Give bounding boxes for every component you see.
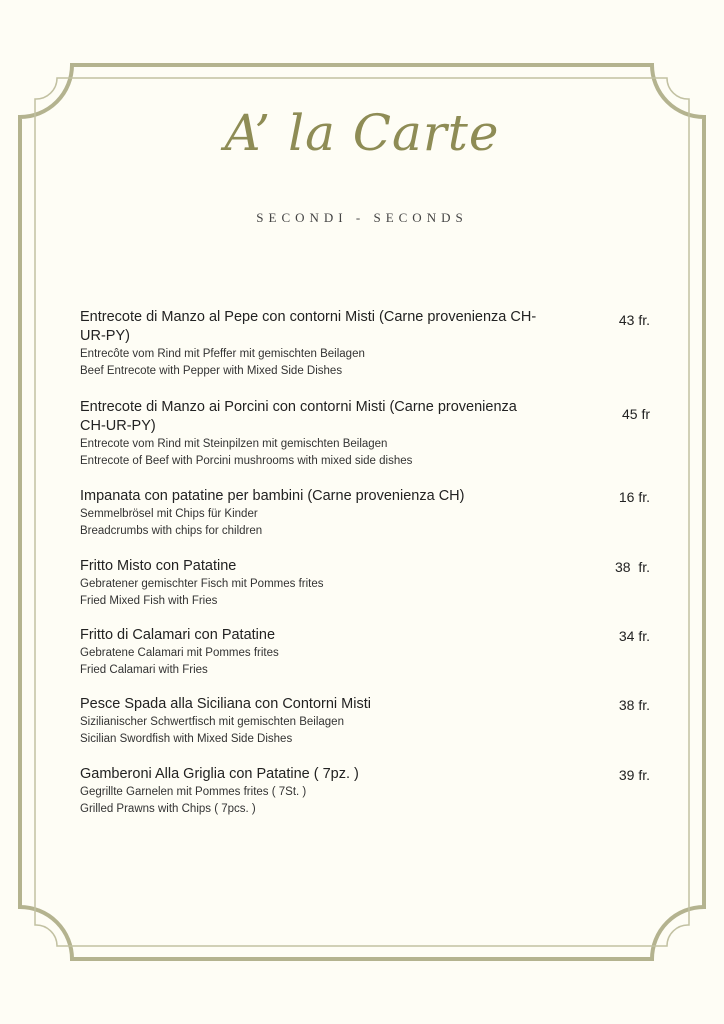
item-desc-de: Gegrillte Garnelen mit Pommes frites ( 7St. ): [80, 786, 307, 798]
item-name: Gamberoni Alla Griglia con Patatine ( 7pz. ): [80, 766, 359, 782]
item-name: Fritto di Calamari con Patatine: [80, 627, 276, 643]
item-desc-en: Grilled Prawns with Chips ( 7pcs. ): [80, 803, 256, 815]
item-desc-de: Entrecote vom Rind mit Steinpilzen mit gemischten Beilagen: [80, 438, 388, 450]
item-price: 16 fr.: [618, 489, 650, 505]
menu-item: [80, 308, 650, 380]
item-desc-en: Sicilian Swordfish with Mixed Side Dishes: [80, 733, 293, 745]
item-price: 38 fr.: [614, 559, 650, 575]
item-desc-en: Fried Mixed Fish with Fries: [80, 595, 218, 607]
item-desc-de: Entrecôte vom Rind mit Pfeffer mit gemischten Beilagen: [80, 348, 365, 360]
item-desc-en: Entrecote of Beef with Porcini mushrooms with mixed side dishes: [80, 455, 413, 467]
item-name: Impanata con patatine per bambini (Carne provenienza CH): [80, 488, 465, 504]
menu-item: [80, 626, 650, 679]
item-name: Pesce Spada alla Siciliana con Contorni Misti: [80, 696, 371, 712]
item-price: 34 fr.: [618, 628, 650, 644]
item-name: Fritto Misto con Patatine: [80, 558, 237, 574]
item-desc-en: Beef Entrecote with Pepper with Mixed Side Dishes: [80, 365, 343, 377]
item-price: 39 fr.: [618, 767, 650, 783]
menu-item: [80, 695, 650, 748]
menu-item: [80, 557, 650, 610]
item-name: Entrecote di Manzo ai Porcini con contorni Misti (Carne provenienza CH-UR-PY): [80, 399, 517, 434]
menu-title: A’ la Carte: [224, 104, 500, 162]
item-desc-en: Breadcrumbs with chips for children: [80, 525, 263, 537]
item-desc-de: Gebratene Calamari mit Pommes frites: [80, 647, 279, 659]
menu-item: [80, 398, 650, 470]
item-price: 45 fr: [621, 406, 650, 422]
item-desc-en: Fried Calamari with Fries: [80, 664, 208, 676]
item-desc-de: Sizilianischer Schwertfisch mit gemischten Beilagen: [80, 716, 344, 728]
menu-item: [80, 487, 650, 540]
menu-item: [80, 765, 650, 818]
item-desc-de: Semmelbrösel mit Chips für Kinder: [80, 508, 258, 520]
item-name: Entrecote di Manzo al Pepe con contorni Misti (Carne provenienza CH-UR-PY): [80, 309, 537, 344]
item-price: 38 fr.: [618, 697, 650, 713]
item-price: 43 fr.: [618, 312, 650, 328]
section-subtitle: SECONDI - SECONDS: [256, 210, 468, 225]
item-desc-de: Gebratener gemischter Fisch mit Pommes frites: [80, 578, 324, 590]
